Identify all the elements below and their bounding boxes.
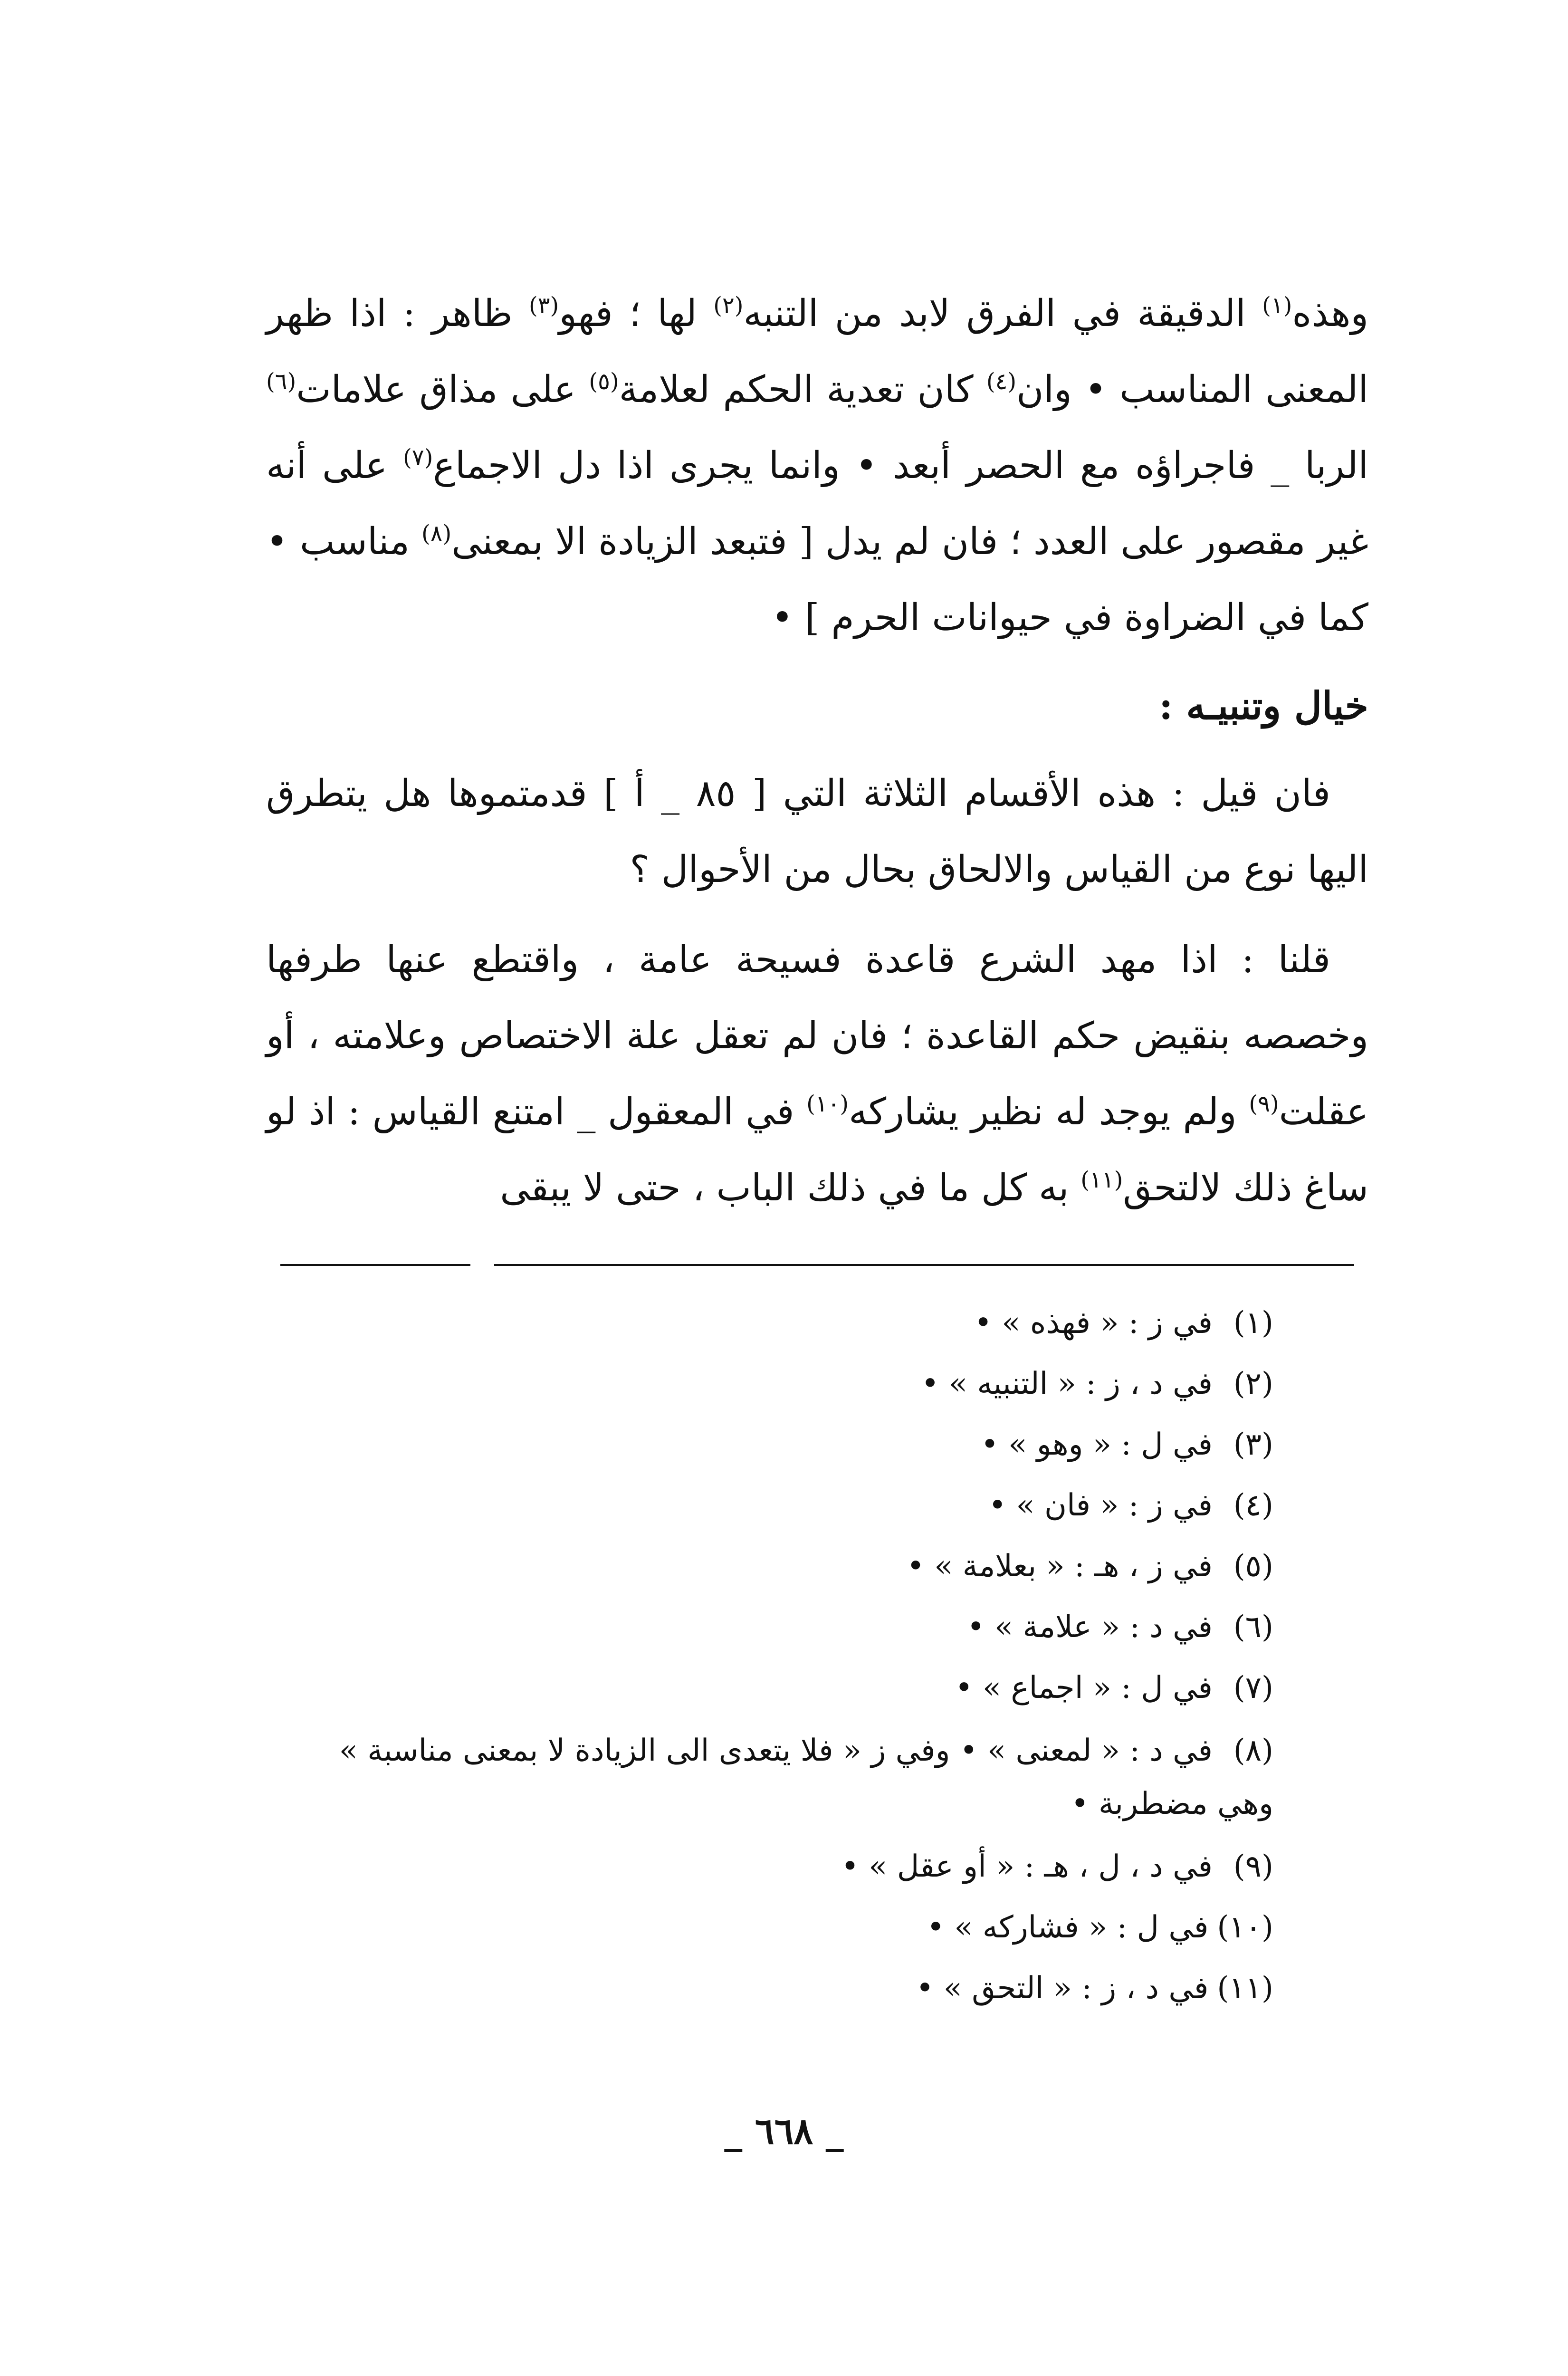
- text-run: وهذه: [1292, 292, 1368, 335]
- footnote-text: في د ، ز : « التحق » •: [916, 1971, 1209, 2006]
- text-run: قلنا : اذا مهد الشرع قاعدة فسيحة عامة ، واقتطع عنها طرفها وخصصه بنقيض حكم القاعدة ؛ فان لم تعقل علة الاختصاص وعلامته ، أو عقلت: [266, 939, 1368, 1133]
- footnote-ref: (٢): [713, 292, 744, 319]
- footnote-text: في د : « لمعنى » • وفي ز « فلا يتعدى الى الزيادة لا بمعنى مناسبة » وهي مضطربة •: [339, 1733, 1273, 1821]
- text-run: فان قيل : هذه الأقسام الثلاثة التي [ ٨٥ _ أ ] قدمتموها هل يتطرق اليها نوع من القياس والالحاق بحال من الأحوال ؟: [266, 772, 1368, 891]
- footnote-text: في ز ، هـ : « بعلامة » •: [907, 1549, 1213, 1584]
- footnote-number: (١): [1233, 1305, 1273, 1341]
- footnote-ref: (٨): [421, 520, 452, 547]
- footnote-divider-stub: [280, 1264, 470, 1266]
- footnote-text: في ز : « فهذه » •: [974, 1305, 1213, 1341]
- footnote-text: في د ، ز : « التنبيه » •: [921, 1366, 1213, 1401]
- footnote-text: في د ، ل ، هـ : « أو عقل » •: [841, 1849, 1213, 1884]
- footnotes: [276, 1293, 1273, 2019]
- footnote-number: (٣): [1233, 1427, 1273, 1462]
- footnote: [276, 1536, 1273, 1597]
- text-run: الربا _ فاجراؤه مع الحصر أبعد • وانما يجرى اذا دل الاجماع: [433, 444, 1369, 487]
- text-run: لها ؛ فهو: [559, 292, 714, 335]
- footnote-text: في ل : « اجماع » •: [955, 1670, 1213, 1705]
- footnote-ref: (٧): [403, 444, 433, 471]
- footnote-number: (٤): [1233, 1488, 1273, 1523]
- footnote-ref: (٣): [528, 292, 559, 319]
- footnote-number: (٦): [1233, 1610, 1273, 1645]
- text-run: به كل ما في ذلك الباب ، حتى لا يبقى: [500, 1167, 1081, 1209]
- footnote-number: (٢): [1233, 1366, 1273, 1401]
- footnote: [276, 1836, 1273, 1897]
- footnote-number: (١١): [1217, 1971, 1273, 2006]
- footnote-text: في ز : « فان » •: [988, 1488, 1213, 1523]
- section-heading: خيال وتنبيـه :: [1159, 683, 1368, 728]
- footnote-ref: (٥): [589, 368, 619, 395]
- text-run: على مذاق علامات: [296, 368, 589, 411]
- footnote-number: (٥): [1233, 1549, 1273, 1584]
- text-run: في المعقول _ امتنع القياس : اذ لو ساغ ذلك لالتحق: [266, 1091, 1368, 1209]
- text-run: الدقيقة في الفرق لابد من التنبه: [743, 292, 1262, 335]
- footnote-number: (١٠): [1217, 1910, 1273, 1945]
- footnote-ref: (٤): [986, 368, 1017, 395]
- footnote-ref: (٦): [266, 368, 296, 395]
- footnote-ref: (١٠): [806, 1091, 849, 1117]
- footnote-number: (٨): [1233, 1733, 1273, 1768]
- footnote-ref: (١١): [1080, 1167, 1123, 1193]
- footnote-divider: [494, 1264, 1354, 1266]
- footnote-text: في د : « علامة » •: [966, 1610, 1213, 1645]
- footnote: [276, 1958, 1273, 2019]
- footnote: [276, 1475, 1273, 1536]
- text-run: مناسب • كما في الضراوة في حيوانات الحرم ] •: [266, 520, 1368, 639]
- footnote-ref: (٩): [1249, 1091, 1279, 1117]
- footnote-number: (٩): [1233, 1849, 1273, 1884]
- footnote: [276, 1657, 1273, 1718]
- footnote: [276, 1724, 1273, 1830]
- page-number: _ ٦٦٨ _: [724, 2110, 844, 2152]
- footnote: [276, 1353, 1273, 1414]
- footnote-text: في ل : « فشاركه » •: [927, 1910, 1209, 1945]
- footnote: [276, 1897, 1273, 1958]
- footnote: [276, 1414, 1273, 1475]
- footnote-text: في ل : « وهو » •: [981, 1427, 1213, 1462]
- footnote: [276, 1597, 1273, 1657]
- text-run: ولم يوجد له نظير يشاركه: [849, 1091, 1249, 1133]
- footnote: [276, 1293, 1273, 1353]
- text-run: كان تعدية الحكم لعلامة: [619, 368, 986, 411]
- paragraph-1: [266, 276, 1368, 656]
- text-run: على أنه غير مقصور على العدد ؛ فان لم يدل [ فتبعد الزيادة الا بمعنى: [266, 444, 1369, 563]
- paragraph-3: [266, 922, 1368, 1226]
- paragraph-2: [266, 756, 1368, 908]
- footnote-number: (٧): [1233, 1670, 1273, 1705]
- text-run: ظاهر : اذا ظهر المعنى المناسب • وان: [266, 292, 1368, 411]
- footnote-ref: (١): [1262, 292, 1292, 319]
- main-text: [266, 276, 1368, 1226]
